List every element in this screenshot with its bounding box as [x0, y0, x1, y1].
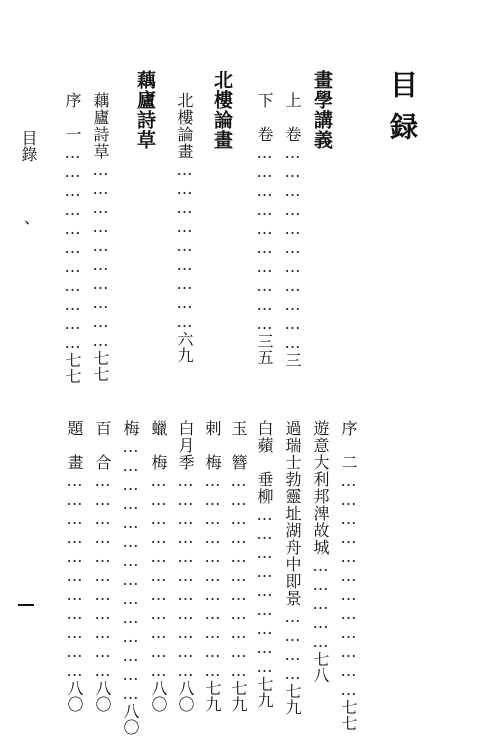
leader-dots: ……………………… [175, 160, 194, 331]
margin-tick-mark: 、 [24, 208, 41, 227]
entry-label: 玉 簪 [229, 420, 248, 471]
entry-label: 上 卷 [283, 92, 302, 143]
toc-entry-bai-ping[interactable] [256, 420, 272, 708]
entry-page: 八〇 [65, 680, 84, 712]
toc-entry-yu-zan[interactable] [230, 420, 246, 712]
entry-label: 題 畫 [65, 420, 84, 471]
entry-page: 八〇 [176, 680, 195, 712]
entry-page: 六九 [175, 331, 194, 363]
leader-dots: ………… [283, 607, 302, 683]
entry-page: 七九 [203, 680, 222, 712]
section-title-hua-xue: 畫學講義 [311, 70, 333, 150]
toc-entry-bai-yue-ji[interactable] [177, 420, 193, 712]
page-title: 目録 [386, 70, 419, 154]
running-head: 目錄 [19, 130, 38, 162]
entry-label: 過瑞士勃靈址湖舟中即景 [283, 420, 302, 607]
toc-entry-ti-hua[interactable] [66, 420, 82, 712]
leader-dots: …………………………… [229, 471, 248, 680]
entry-page: 七七 [339, 699, 358, 731]
entry-label: 遊意大利邦渒故城 [311, 420, 330, 556]
leader-dots: ……………………… [255, 505, 274, 676]
leader-dots: …………………………… [65, 471, 84, 680]
entry-page: 八〇 [93, 680, 112, 712]
toc-entry-shang-juan[interactable] [284, 92, 300, 368]
entry-label: 北樓論畫 [175, 92, 194, 160]
entry-label: 白蘋 垂柳 [255, 420, 274, 505]
leader-dots: …………………………… [63, 143, 82, 352]
entry-page: 三五 [255, 333, 274, 365]
entry-label: 百 合 [93, 420, 112, 471]
leader-dots: …………………………… [203, 471, 222, 680]
toc-entry-bei-lou-lun-hua[interactable] [176, 92, 192, 363]
toc-entry-xia-juan[interactable] [256, 92, 272, 365]
leader-dots: ……………………………… [339, 471, 358, 699]
entry-page: 七七 [63, 352, 82, 384]
entry-label: 蠟 梅 [149, 420, 168, 471]
entry-page: 七九 [283, 683, 302, 715]
leader-dots: …………………………… [149, 471, 168, 680]
toc-entry-swiss-lake[interactable] [284, 420, 300, 715]
leader-dots: …………… [311, 556, 330, 651]
entry-label: 下 卷 [255, 92, 274, 143]
entry-label: 藕廬詩草 [91, 92, 110, 160]
toc-entry-ci-mei[interactable] [204, 420, 220, 712]
toc-entry-la-mei[interactable] [150, 420, 166, 712]
entry-page: 七七 [91, 350, 110, 382]
toc-entry-ou-lu-shi-cao[interactable] [92, 92, 108, 382]
entry-label: 白月季 [176, 420, 195, 471]
leader-dots: …………………………… [283, 143, 302, 352]
entry-page: 七八 [311, 651, 330, 683]
entry-label: 序 二 [339, 420, 358, 471]
entry-label: 序 一 [63, 92, 82, 143]
entry-label: 剌 梅 [203, 420, 222, 471]
leader-dots: …………………………………… [121, 437, 140, 703]
section-title-bei-lou: 北樓論畫 [211, 70, 233, 150]
section-title-ou-lu: 藕廬詩草 [134, 70, 156, 150]
entry-page: 八〇 [149, 680, 168, 712]
page-number-mark [18, 604, 34, 606]
leader-dots: ………………………… [91, 160, 110, 350]
toc-entry-xu-er[interactable] [340, 420, 356, 731]
entry-page: 七九 [229, 680, 248, 712]
leader-dots: …………………………… [93, 471, 112, 680]
leader-dots: …………………………… [176, 471, 195, 680]
toc-entry-bai-he[interactable] [94, 420, 110, 712]
entry-label: 梅 [121, 420, 140, 437]
toc-entry-xu-yi[interactable] [64, 92, 80, 384]
entry-page: 三 [283, 352, 302, 368]
leader-dots: ………………………… [255, 143, 274, 333]
toc-entry-mei[interactable] [122, 420, 138, 735]
entry-page: 八〇 [121, 703, 140, 735]
entry-page: 七九 [255, 676, 274, 708]
toc-entry-italy-ruins[interactable] [312, 420, 328, 683]
